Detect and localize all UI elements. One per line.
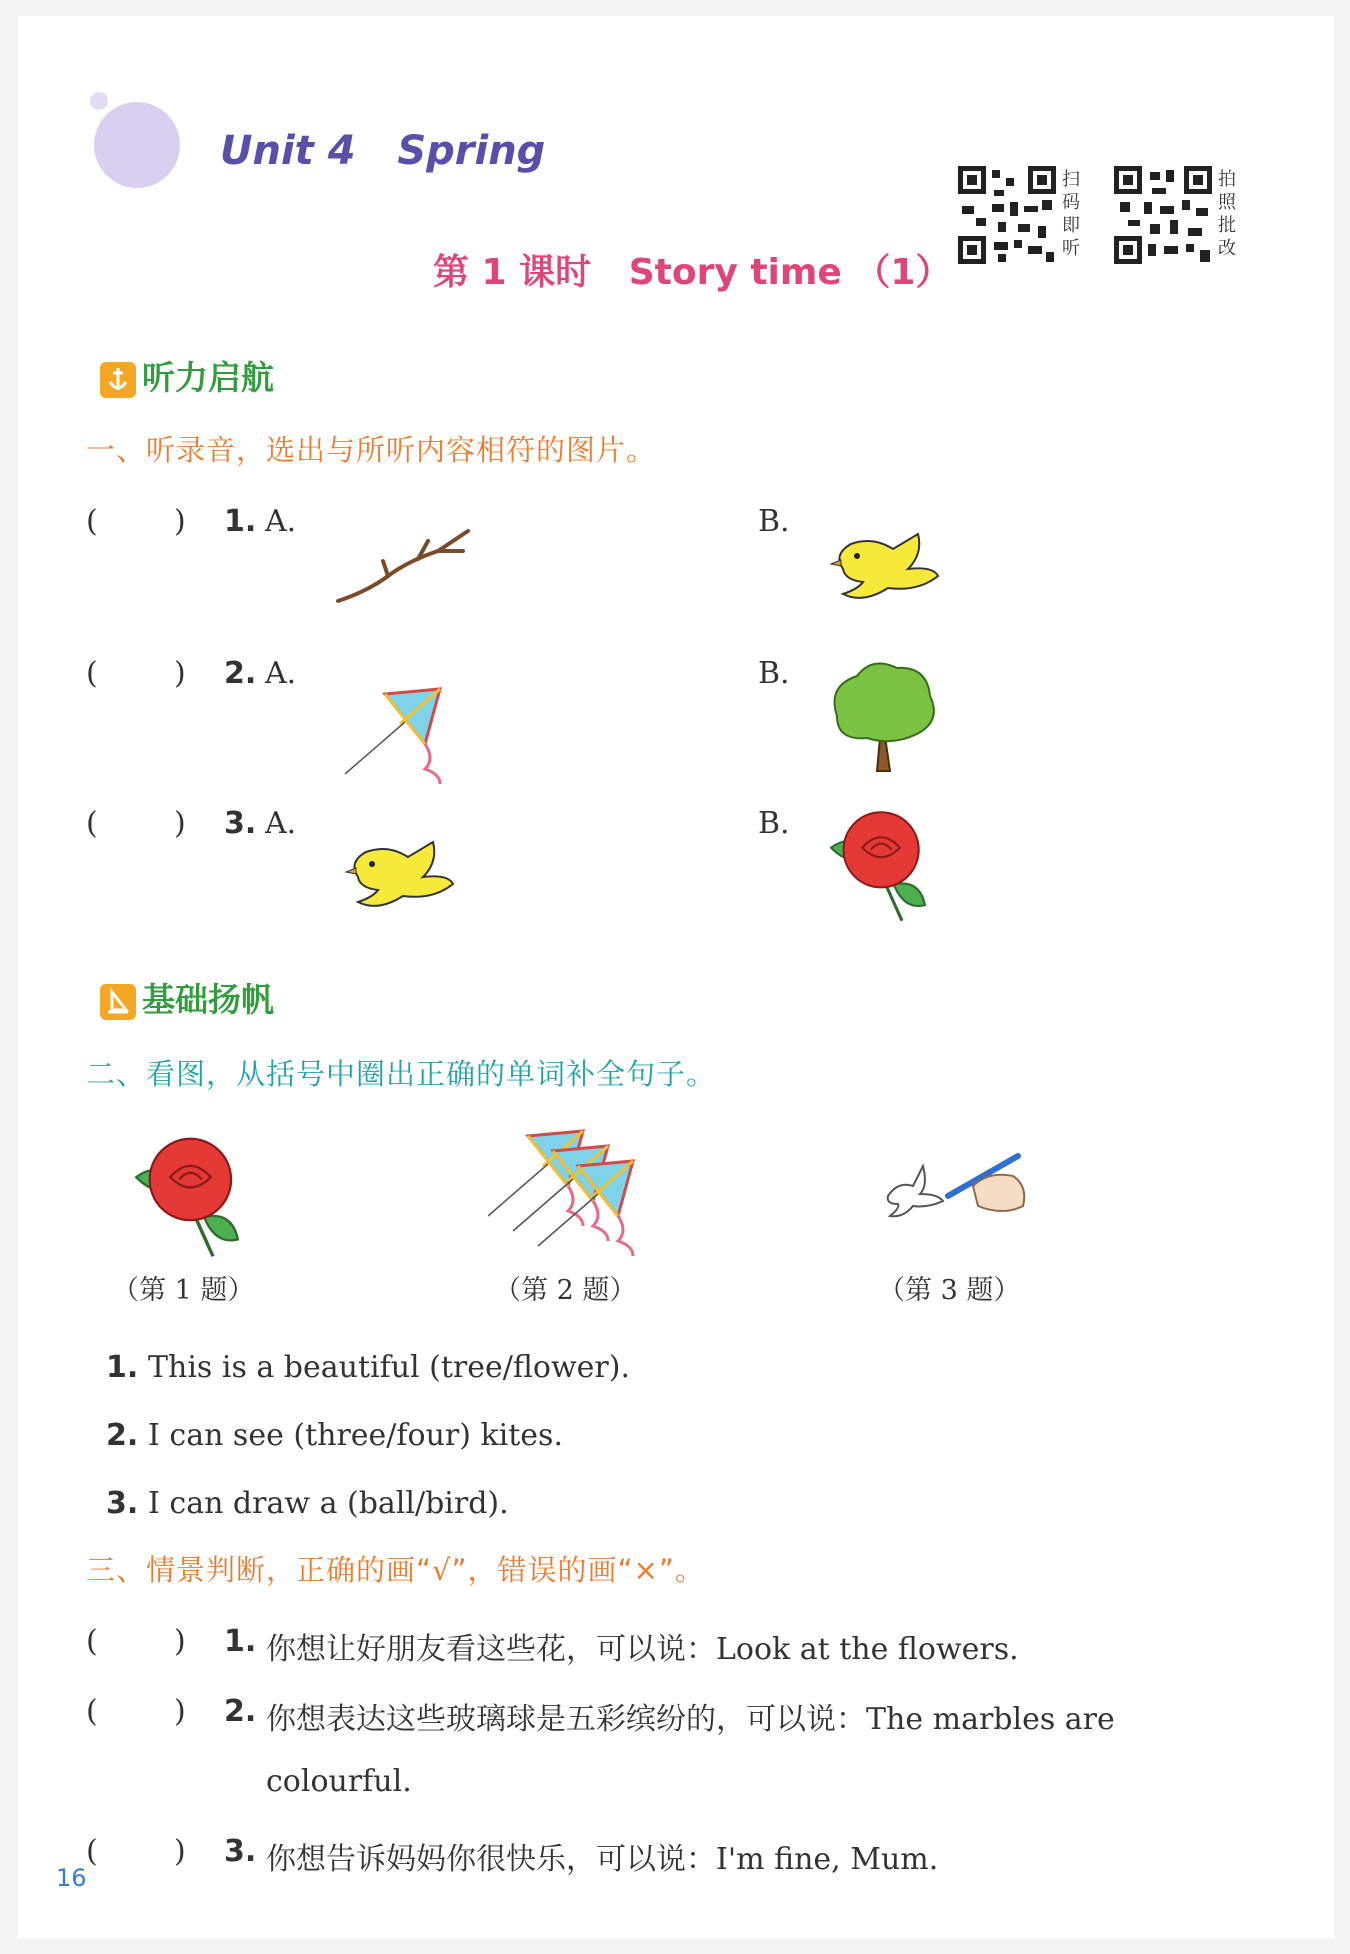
anchor-icon: [100, 362, 136, 398]
bird-icon: [333, 822, 463, 926]
section-heading-listening: [100, 352, 274, 399]
item-number: 2.: [224, 1694, 257, 1729]
item-number: 3.: [106, 1486, 139, 1521]
bird-icon: [818, 514, 948, 618]
question-1-prompt: 一、听录音，选出与所听内容相符的图片。: [86, 433, 657, 467]
answer-blank[interactable]: ( ): [86, 1834, 186, 1869]
qr-listen-label: 扫码即听: [1062, 169, 1080, 259]
question-3-prompt: 三、情景判断，正确的画“√”，错误的画“×”。: [86, 1553, 705, 1587]
section-heading-text: 基础扬帆: [142, 980, 274, 1019]
rose-icon: [122, 1132, 252, 1266]
option-b-label: B.: [758, 504, 790, 539]
picture-caption: （第 3 题）: [878, 1275, 1021, 1306]
judgment-text: 你想告诉妈妈你很快乐，可以说：I'm fine, Mum.: [266, 1842, 939, 1877]
option-a-label: A.: [265, 806, 297, 841]
sentence-text[interactable]: I can see (three/four) kites.: [148, 1418, 563, 1453]
option-a-label: A.: [265, 504, 297, 539]
answer-blank[interactable]: ( ): [86, 1624, 186, 1659]
answer-blank[interactable]: ( ): [86, 806, 186, 841]
judgment-text: 你想表达这些玻璃球是五彩缤纷的，可以说：The marbles are: [266, 1702, 1115, 1737]
question-2-prompt: 二、看图，从括号中圈出正确的单词补全句子。: [86, 1057, 717, 1091]
item-number: 3.: [224, 806, 257, 841]
option-b-label: B.: [758, 656, 790, 691]
unit-title: Unit 4 Spring: [220, 128, 546, 174]
qr-code-icon[interactable]: [1114, 166, 1212, 264]
unit-badge-icon: [94, 102, 180, 188]
answer-blank[interactable]: ( ): [86, 1694, 186, 1729]
picture-caption: （第 2 题）: [494, 1275, 637, 1306]
section-heading-text: 听力启航: [142, 358, 274, 397]
section-heading-basics: [100, 974, 274, 1021]
lesson-title: 第 1 课时 Story time （1）: [433, 252, 952, 293]
sentence-text[interactable]: This is a beautiful (tree/flower).: [148, 1350, 630, 1385]
qr-grading-label: 拍照批改: [1218, 169, 1236, 259]
judgment-text-continued: colourful.: [266, 1764, 412, 1799]
three-kites-icon: [488, 1126, 658, 1270]
item-number: 1.: [106, 1350, 139, 1385]
branch-icon: [328, 521, 478, 615]
kite-icon: [330, 684, 470, 798]
item-number: 3.: [224, 1834, 257, 1869]
page-number: 16: [56, 1864, 87, 1892]
item-number: 1.: [224, 504, 257, 539]
tree-icon: [822, 656, 942, 780]
item-number: 1.: [224, 1624, 257, 1659]
item-number: 2.: [224, 656, 257, 691]
picture-caption: （第 1 题）: [112, 1275, 255, 1306]
rose-icon: [818, 806, 938, 930]
answer-blank[interactable]: ( ): [86, 504, 186, 539]
option-a-label: A.: [265, 656, 297, 691]
judgment-text: 你想让好朋友看这些花，可以说：Look at the flowers.: [266, 1632, 1019, 1667]
workbook-page: [18, 16, 1334, 1938]
option-b-label: B.: [758, 806, 790, 841]
item-number: 2.: [106, 1418, 139, 1453]
drawing-bird-icon: [878, 1146, 1038, 1240]
sentence-text[interactable]: I can draw a (ball/bird).: [148, 1486, 509, 1521]
sail-icon: [100, 984, 136, 1020]
answer-blank[interactable]: ( ): [86, 656, 186, 691]
qr-code-icon[interactable]: [958, 166, 1056, 264]
